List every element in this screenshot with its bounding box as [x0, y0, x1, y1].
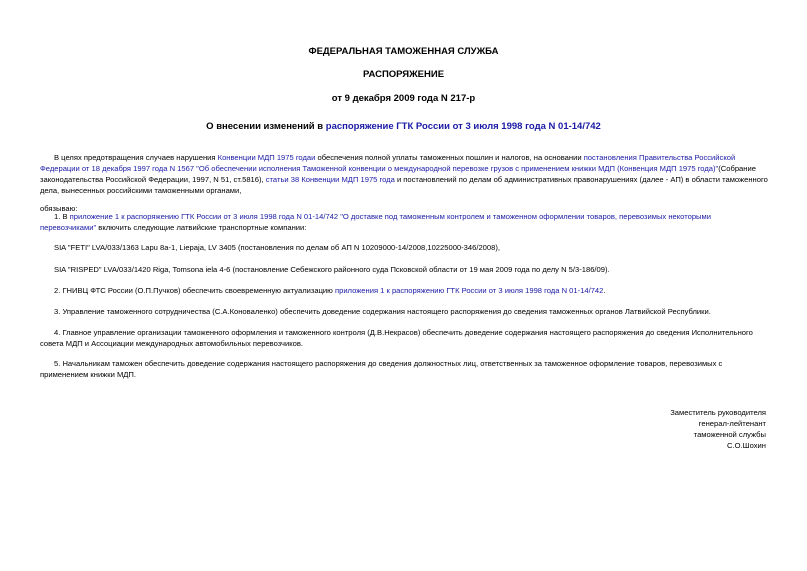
government-decree-link[interactable]: постановления Правительства Российской Федерации от 18 декабря 1997 года N 1567 "Об обеспечении исполнения Таможенной конвенции о международной перевозке грузов с применением книжки МДП (Конвенция МДП 1975 года)"	[40, 153, 736, 173]
item-1-paragraph	[40, 211, 768, 233]
date-number-heading: от 9 декабря 2009 года N 217-р	[331, 93, 476, 104]
item-2-paragraph	[40, 285, 768, 296]
signature-rank: генерал-лейтенант	[698, 419, 766, 428]
signature-name: С.О.Шохин	[727, 441, 766, 450]
company-feti: SIA "FETI" LVA/033/1363 Lapu 8a-1, Liepaja, LV 3405 (постановления по делам об АП N 10209000-14/2008,10225000-346/2008),	[54, 243, 500, 252]
tir-convention-link[interactable]: Конвенции МДП 1975 годаи	[217, 153, 316, 162]
article-38-link[interactable]: статьи 38 Конвенции МДП 1975 года	[265, 175, 395, 184]
signature-position: Заместитель руководителя	[670, 408, 766, 417]
item-2-text-1: 2. ГНИВЦ ФТС России (О.П.Пучков) обеспечить своевременную актуализацию	[54, 286, 335, 295]
obliges-line: обязываю:	[40, 204, 78, 213]
agency-heading: ФЕДЕРАЛЬНАЯ ТАМОЖЕННАЯ СЛУЖБА	[308, 46, 499, 57]
item-3-paragraph: 3. Управление таможенного сотрудничества (С.А.Коноваленко) обеспечить доведение содержания настоящего распоряжения до сведения таможенных органов Латвийской Республики.	[54, 307, 711, 316]
appendix-1-link[interactable]: приложение 1 к распоряжению ГТК России от 3 июля 1998 года N 01-14/742 "О доставке под таможенным контролем и таможенном оформлении товаров, перевозимых некоторыми перевозчиками"	[40, 212, 711, 232]
preamble-text-3: (Собрание законодательства Российской Федерации, 1997, N 51, ст.5816),	[40, 164, 756, 184]
item-1-text-2: включить следующие латвийские транспортные компании:	[96, 223, 307, 232]
preamble-text-4: и постановлений по делам об административных правонарушениях (далее - АП) в области таможенного дела, вынесенных российскими таможенными органами,	[40, 175, 768, 195]
company-risped: SIA "RISPED" LVA/033/1420 Riga, Tomsona iela 4-6 (постановление Себежского районного суда Псковской области от 19 мая 2009 года по делу N 5/3-186/09).	[54, 265, 610, 274]
item-1-text-1: 1. В	[54, 212, 70, 221]
preamble-paragraph	[40, 152, 768, 196]
item-2-text-2: .	[603, 286, 606, 295]
signature-block	[606, 407, 766, 451]
title-prefix: О внесении изменений в	[206, 121, 326, 132]
document-title	[0, 121, 807, 132]
title-link[interactable]: распоряжение ГТК России от 3 июля 1998 года N 01-14/742	[325, 121, 601, 132]
preamble-text-2: обеспечения полной уплаты таможенных пошлин и налогов, на основании	[315, 153, 584, 162]
signature-service: таможенной службы	[693, 430, 766, 439]
preamble-text-1: В целях предотвращения случаев нарушения	[54, 153, 218, 162]
item-5-paragraph: 5. Начальникам таможен обеспечить доведение содержания настоящего распоряжения до сведения должностных лиц, ответственных за таможенное оформление товаров, перевозимых с применением книжки МДП.	[40, 359, 723, 379]
document-type-heading: РАСПОРЯЖЕНИЕ	[362, 69, 445, 80]
appendix-1-update-link[interactable]: приложения 1 к распоряжению ГТК России от 3 июля 1998 года N 01-14/742	[334, 286, 604, 295]
item-4-paragraph: 4. Главное управление организации таможенного оформления и таможенного контроля (Д.В.Некрасов) обеспечить доведение содержания настоящего распоряжения до сведения Исполнительного совета МДП и Ассоциации международных автомобильных перевозчиков.	[40, 328, 753, 348]
